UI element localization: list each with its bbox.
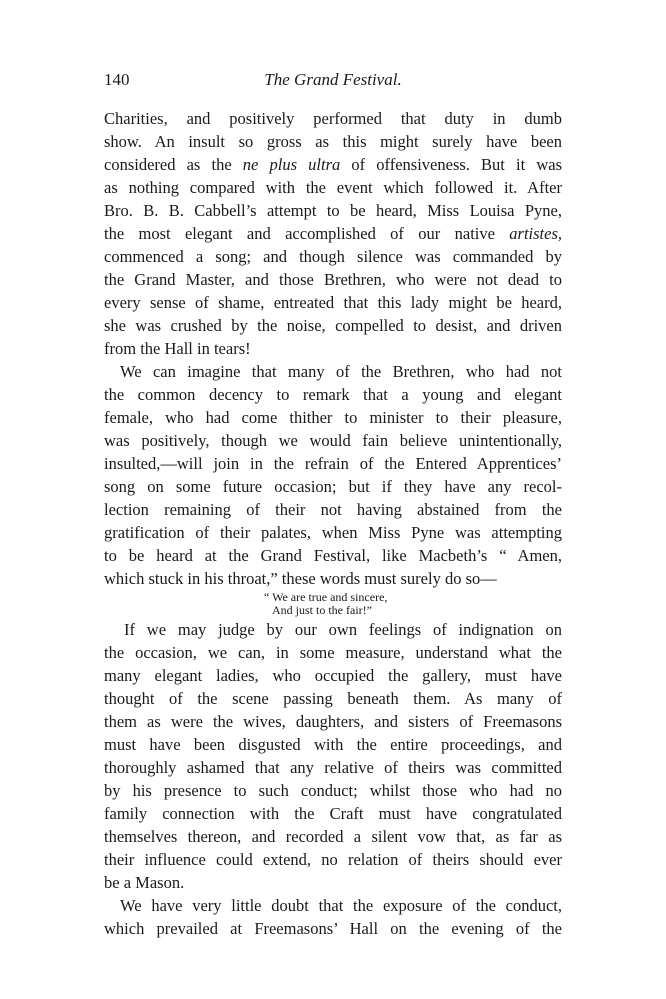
text-line: Bro. B. B. Cabbell’s attempt to be heard, Miss Louisa Pyne, <box>104 201 562 220</box>
paragraph <box>104 360 562 590</box>
text-line: We can imagine that many of the Brethren, who had not <box>120 362 562 381</box>
text-segment: of offensiveness. But it was <box>340 155 562 174</box>
italic-phrase: artistes, <box>509 224 562 243</box>
text-line: family connection with the Craft must have congratulated <box>104 804 562 823</box>
text-line: the common decency to remark that a young and elegant <box>104 385 562 404</box>
italic-phrase: ne plus ultra <box>242 155 341 174</box>
text-line: the Grand Master, and those Brethren, who were not dead to <box>104 270 562 289</box>
text-line: If we may judge by our own feelings of indignation on <box>124 620 562 639</box>
text-line: every sense of shame, entreated that this lady might be heard, <box>104 293 562 312</box>
text-line: by his presence to such conduct; whilst those who had no <box>104 781 562 800</box>
verse-line: And just to the fair!” <box>272 603 372 617</box>
page-header <box>104 68 562 92</box>
text-line: was positively, though we would fain believe unintentionally, <box>104 431 562 450</box>
book-page <box>104 68 562 940</box>
text-line: thought of the scene passing beneath them. As many of <box>104 689 562 708</box>
text-line: be a Mason. <box>104 873 185 892</box>
text-line: Charities, and positively performed that duty in dumb <box>104 109 562 128</box>
text-line: as nothing compared with the event which followed it. After <box>104 178 562 197</box>
paragraph <box>104 107 562 360</box>
paragraph <box>104 894 562 940</box>
text-line: which stuck in his throat,” these words must surely do so— <box>104 569 497 588</box>
running-title: The Grand Festival. <box>264 70 402 89</box>
text-line: many elegant ladies, who occupied the gallery, must have <box>104 666 562 685</box>
text-line: female, who had come thither to minister to their pleasure, <box>104 408 562 427</box>
text-line: must have been disgusted with the entire proceedings, and <box>104 735 562 754</box>
text-line: the occasion, we can, in some measure, understand what the <box>104 643 562 662</box>
text-line: from the Hall in tears! <box>104 339 251 358</box>
text-line: lection remaining of their not having abstained from the <box>104 500 562 519</box>
text-line <box>104 153 562 176</box>
verse-quote <box>104 590 562 618</box>
text-line <box>104 222 562 245</box>
paragraph <box>104 618 562 894</box>
text-line: them as were the wives, daughters, and sisters of Freemasons <box>104 712 562 731</box>
page-number: 140 <box>104 70 130 89</box>
verse-line: “ We are true and sincere, <box>264 590 388 604</box>
text-line: their influence could extend, no relation of theirs should ever <box>104 850 562 869</box>
text-segment: the most elegant and accomplished of our native <box>104 224 510 243</box>
text-line: insulted,—will join in the refrain of the Entered Apprentices’ <box>104 454 562 473</box>
text-line: song on some future occasion; but if they have any recol- <box>104 477 562 496</box>
text-segment: considered as the <box>104 155 243 174</box>
text-line: gratification of their palates, when Miss Pyne was attempting <box>104 523 562 542</box>
text-line: themselves thereon, and recorded a silent vow that, as far as <box>104 827 562 846</box>
text-line: We have very little doubt that the exposure of the conduct, <box>120 896 562 915</box>
text-line: she was crushed by the noise, compelled to desist, and driven <box>104 316 562 335</box>
text-line: commenced a song; and though silence was commanded by <box>104 247 562 266</box>
page-body <box>104 107 562 940</box>
text-line: to be heard at the Grand Festival, like Macbeth’s “ Amen, <box>104 546 562 565</box>
text-line: thoroughly ashamed that any relative of theirs was committed <box>104 758 562 777</box>
text-line: which prevailed at Freemasons’ Hall on the evening of the <box>104 919 562 938</box>
text-line: show. An insult so gross as this might surely have been <box>104 132 562 151</box>
